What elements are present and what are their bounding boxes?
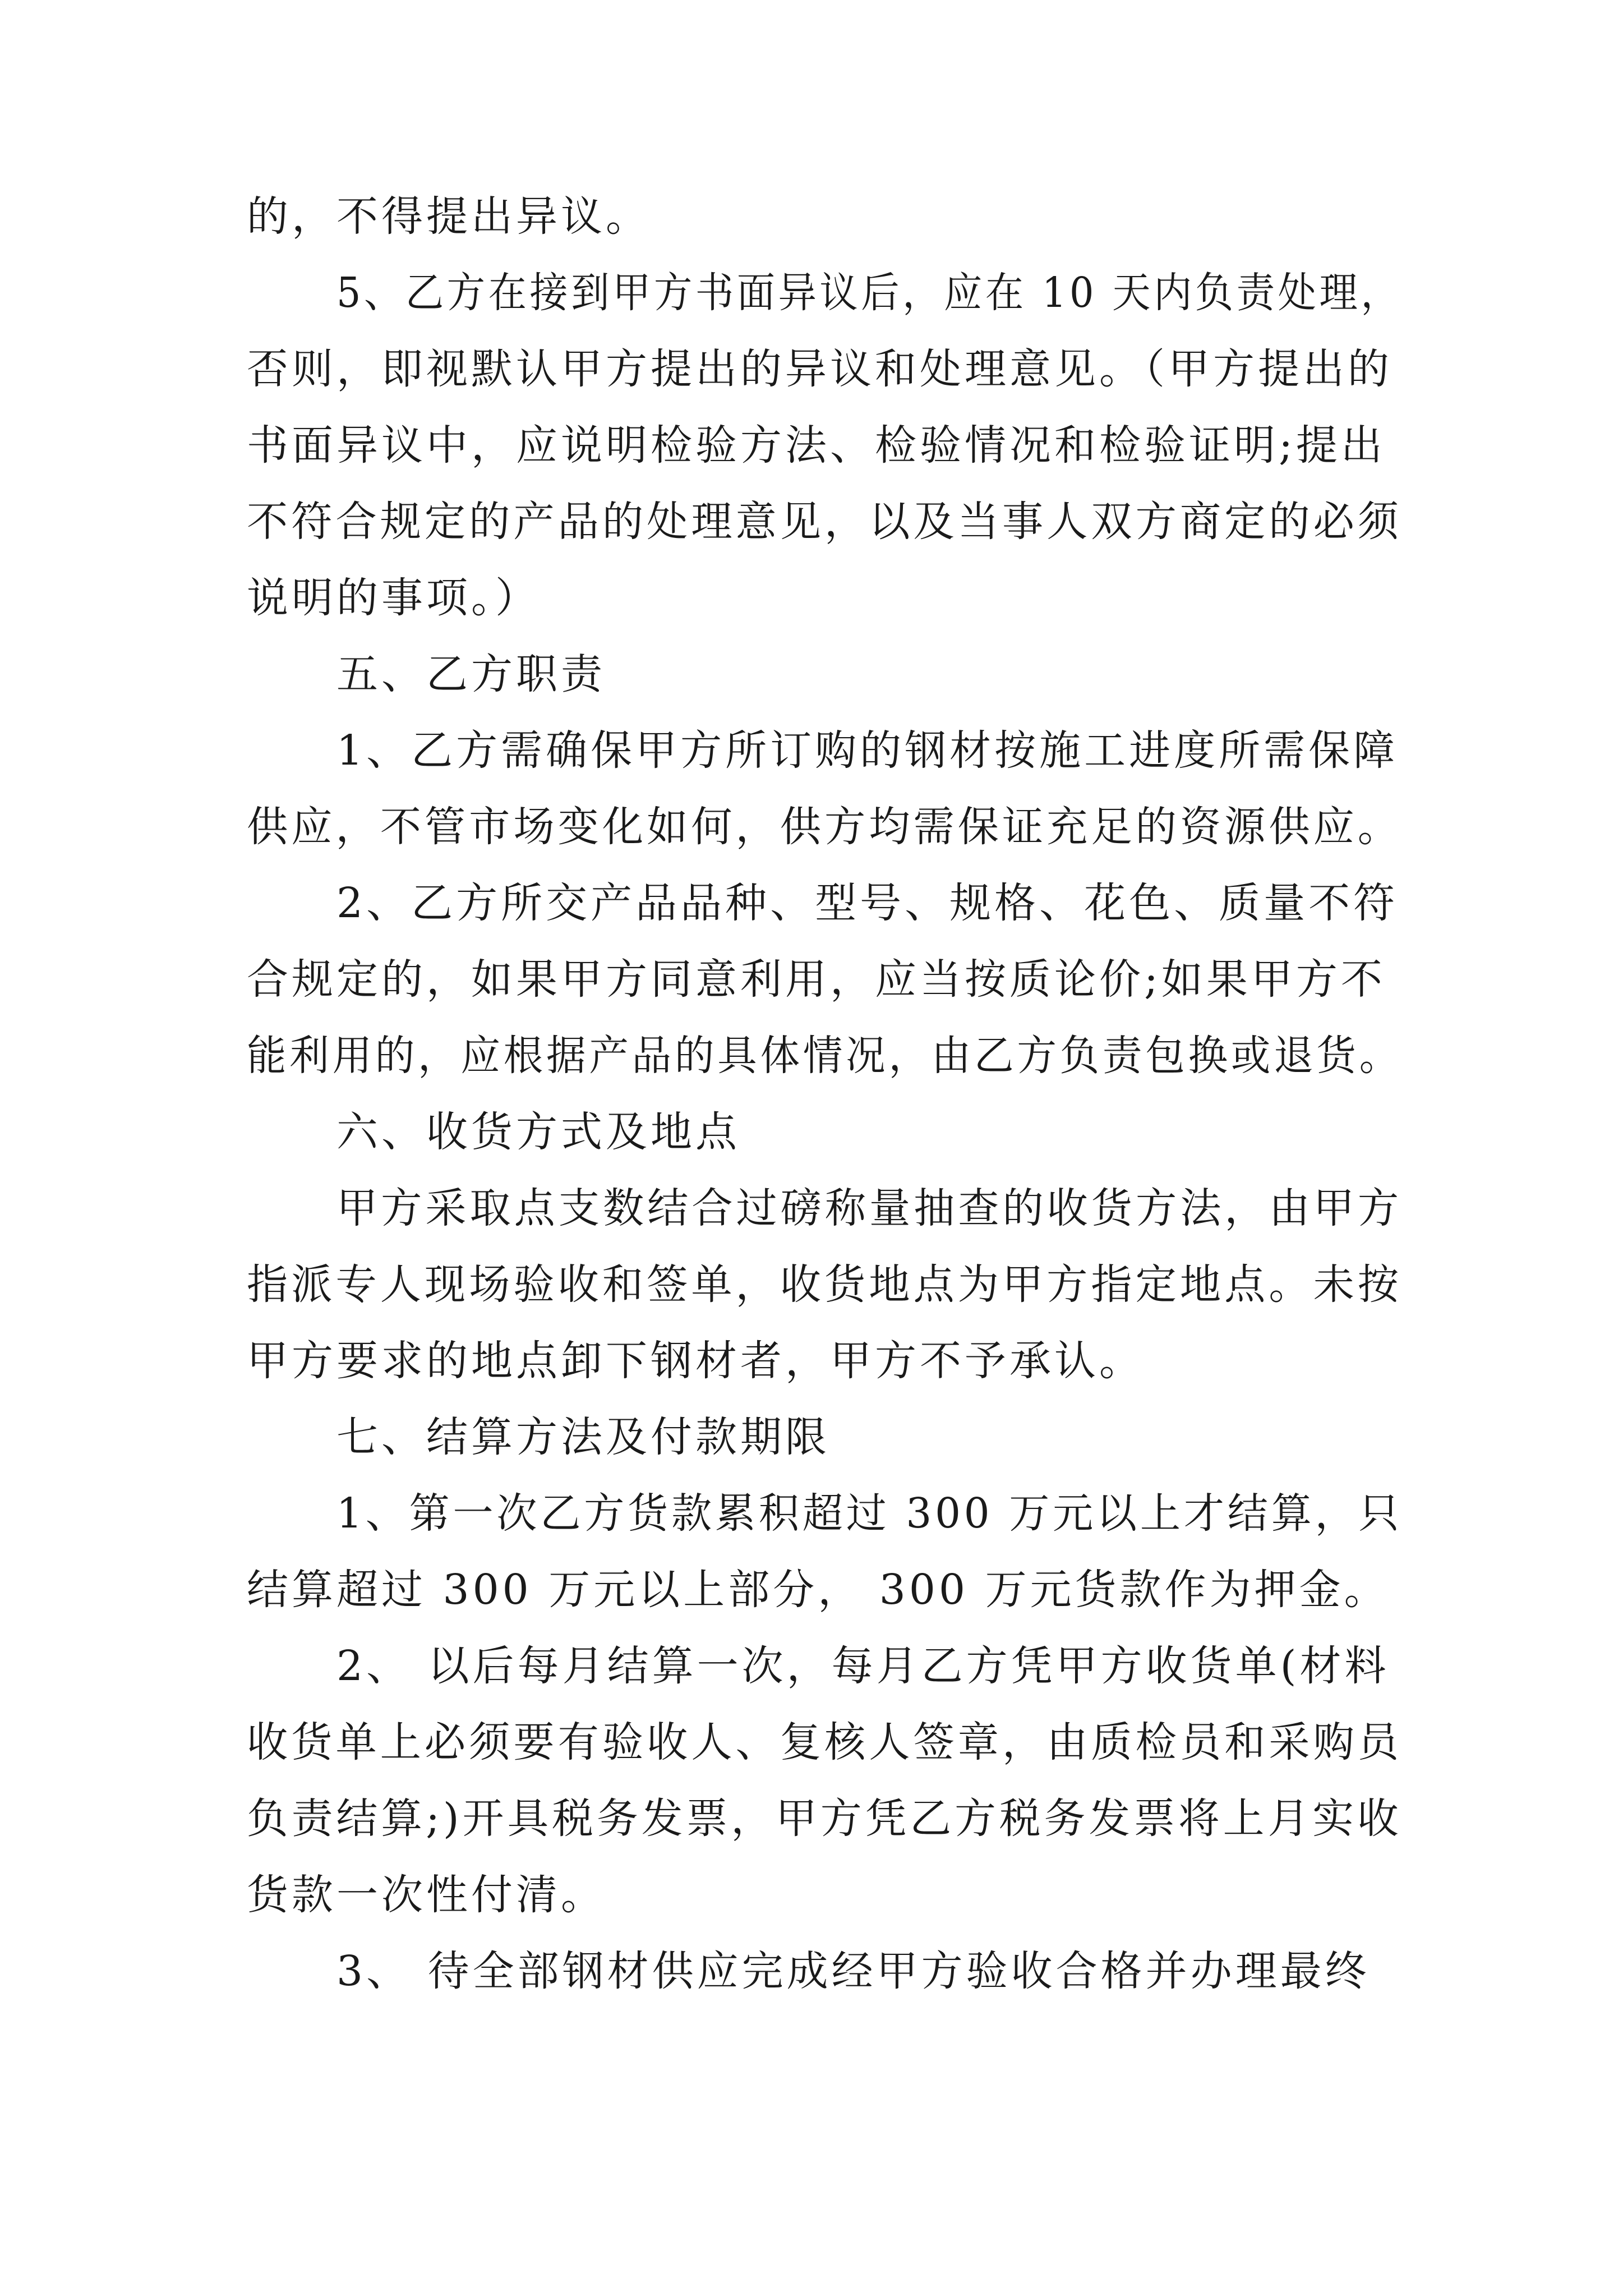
text-line: 甲方要求的地点卸下钢材者，甲方不予承认。 bbox=[247, 1337, 1144, 1385]
text-line: 3、 待全部钢材供应完成经甲方验收合格并办理最终 bbox=[336, 1947, 1370, 1995]
text-line: 1、第一次乙方货款累积超过 300 万元以上才结算，只 bbox=[336, 1489, 1403, 1538]
text-line: 的，不得提出异议。 bbox=[247, 192, 651, 241]
text-line: 货款一次性付清。 bbox=[247, 1871, 606, 1919]
section-heading: 七、结算方法及付款期限 bbox=[336, 1413, 830, 1461]
text-line: 不符合规定的产品的处理意见，以及当事人双方商定的必须 bbox=[247, 498, 1403, 546]
text-line: 2、 以后每月结算一次，每月乙方凭甲方收货单(材料 bbox=[336, 1642, 1390, 1690]
text-line: 甲方采取点支数结合过磅称量抽查的收货方法，由甲方 bbox=[336, 1184, 1403, 1232]
section-heading: 五、乙方职责 bbox=[336, 650, 606, 698]
text-line: 合规定的，如果甲方同意利用，应当按质论价;如果甲方不 bbox=[247, 955, 1386, 1004]
text-line: 5、乙方在接到甲方书面异议后，应在 10 天内负责处理， bbox=[336, 269, 1403, 317]
text-line: 收货单上必须要有验收人、复核人签章，由质检员和采购员 bbox=[247, 1718, 1403, 1766]
text-line: 1、乙方需确保甲方所订购的钢材按施工进度所需保障 bbox=[336, 726, 1399, 775]
text-line: 供应，不管市场变化如何，供方均需保证充足的资源供应。 bbox=[247, 803, 1403, 851]
text-line: 能利用的，应根据产品的具体情况，由乙方负责包换或退货。 bbox=[247, 1032, 1402, 1080]
text-line: 说明的事项。） bbox=[247, 574, 540, 622]
text-line: 书面异议中，应说明检验方法、检验情况和检验证明;提出 bbox=[247, 421, 1386, 470]
section-heading: 六、收货方式及地点 bbox=[336, 1108, 740, 1156]
text-line: 否则，即视默认甲方提出的异议和处理意见。（甲方提出的 bbox=[247, 345, 1393, 393]
text-line: 2、乙方所交产品品种、型号、规格、花色、质量不符 bbox=[336, 879, 1399, 927]
text-line: 结算超过 300 万元以上部分， 300 万元货款作为押金。 bbox=[247, 1566, 1389, 1614]
text-line: 负责结算;)开具税务发票，甲方凭乙方税务发票将上月实收 bbox=[247, 1795, 1402, 1843]
text-line: 指派专人现场验收和签单，收货地点为甲方指定地点。未按 bbox=[247, 1260, 1403, 1309]
